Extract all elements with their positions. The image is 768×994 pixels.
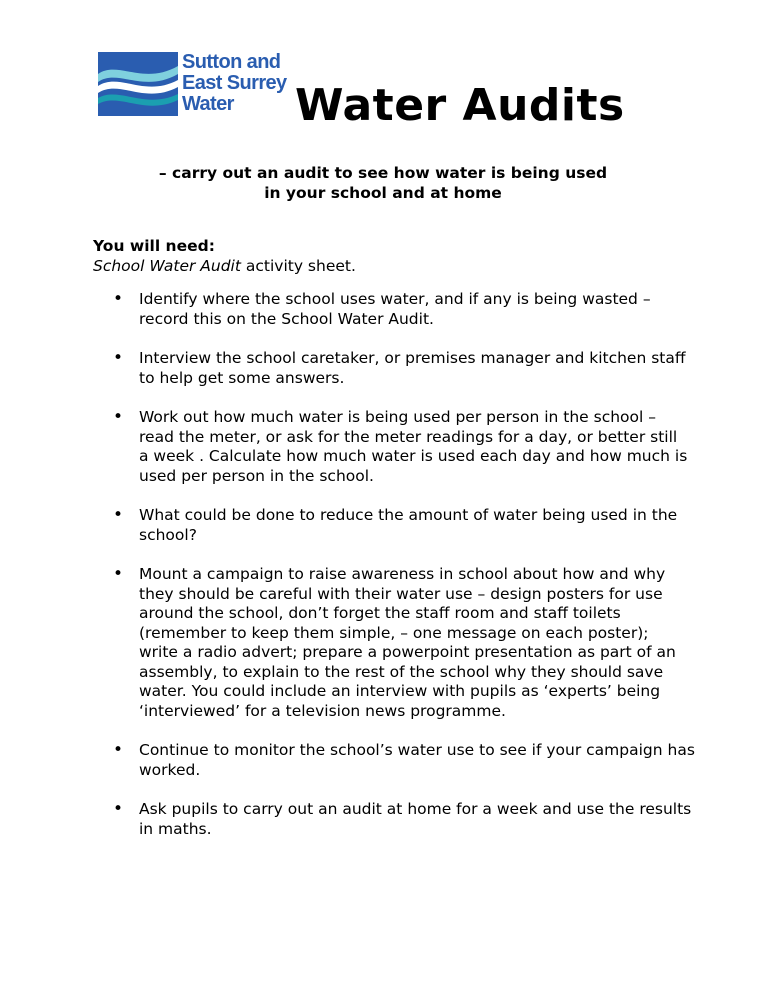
list-item-line: Continue to monitor the school’s water use to see if your campaign has xyxy=(139,741,695,759)
list-item-line: What could be done to reduce the amount of water being used in the xyxy=(139,506,678,524)
list-item-line: around the school, don’t forget the staff room and staff toilets xyxy=(139,604,621,622)
logo-line-2: East Surrey xyxy=(182,72,287,94)
list-item xyxy=(93,506,683,545)
list-item-line: write a radio advert; prepare a powerpoint presentation as part of an xyxy=(139,643,676,661)
requirements-section xyxy=(93,236,356,276)
list-item-line: worked. xyxy=(139,760,201,779)
company-logo xyxy=(98,51,287,116)
list-item xyxy=(93,799,692,839)
list-item-line: used per person in the school. xyxy=(139,466,374,485)
list-item-line: they should be careful with their water use – design posters for use xyxy=(139,584,663,603)
list-item xyxy=(93,290,683,329)
page-subtitle xyxy=(93,163,673,203)
list-item xyxy=(93,348,686,388)
activity-sheet-name: School Water Audit xyxy=(93,257,241,275)
list-item-line: to help get some answers. xyxy=(139,368,345,387)
logo-wave-icon xyxy=(98,52,178,116)
list-item-line: record this on the School Water Audit. xyxy=(139,309,434,328)
list-item-line: read the meter, or ask for the meter readings for a day, or better still xyxy=(139,427,678,446)
list-item-line: Identify where the school uses water, and if any is being wasted – xyxy=(139,290,651,308)
list-item xyxy=(93,740,695,780)
list-item xyxy=(93,407,688,486)
subtitle-line-2: in your school and at home xyxy=(264,184,502,202)
subtitle-line-1: – carry out an audit to see how water is being used xyxy=(158,164,608,182)
logo-line-3: Water xyxy=(182,93,234,115)
requirements-text xyxy=(93,256,356,276)
logo-wordmark xyxy=(182,52,287,115)
logo-line-1: Sutton and xyxy=(182,51,281,73)
list-item-line: Mount a campaign to raise awareness in school about how and why xyxy=(139,565,666,583)
bullet-icon: • xyxy=(113,799,124,819)
requirements-heading: You will need: xyxy=(93,237,215,255)
list-item-line: ‘interviewed’ for a television news programme. xyxy=(139,701,506,720)
list-item-line: (remember to keep them simple, – one message on each poster); xyxy=(139,623,649,642)
list-item-line: assembly, to explain to the rest of the school why they should save xyxy=(139,662,664,681)
activity-sheet-suffix: activity sheet. xyxy=(240,257,356,275)
bullet-icon: • xyxy=(113,348,124,368)
list-item xyxy=(93,565,683,721)
bullet-icon: • xyxy=(113,564,124,584)
task-list xyxy=(93,289,695,839)
list-item-line: school? xyxy=(139,525,197,544)
list-item-line: water. You could include an interview with pupils as ‘experts’ being xyxy=(139,682,661,700)
list-item-line: a week . Calculate how much water is used each day and how much is xyxy=(139,447,688,465)
list-item-line: in maths. xyxy=(139,819,212,838)
list-item-line: Work out how much water is being used per person in the school – xyxy=(139,408,656,426)
page-title: Water Audits xyxy=(295,80,625,131)
bullet-icon: • xyxy=(113,505,124,525)
list-item-line: Interview the school caretaker, or premises manager and kitchen staff xyxy=(139,349,686,367)
bullet-icon: • xyxy=(113,289,124,309)
list-item-line: Ask pupils to carry out an audit at home for a week and use the results xyxy=(139,800,692,818)
bullet-icon: • xyxy=(113,407,124,427)
bullet-icon: • xyxy=(113,740,124,760)
